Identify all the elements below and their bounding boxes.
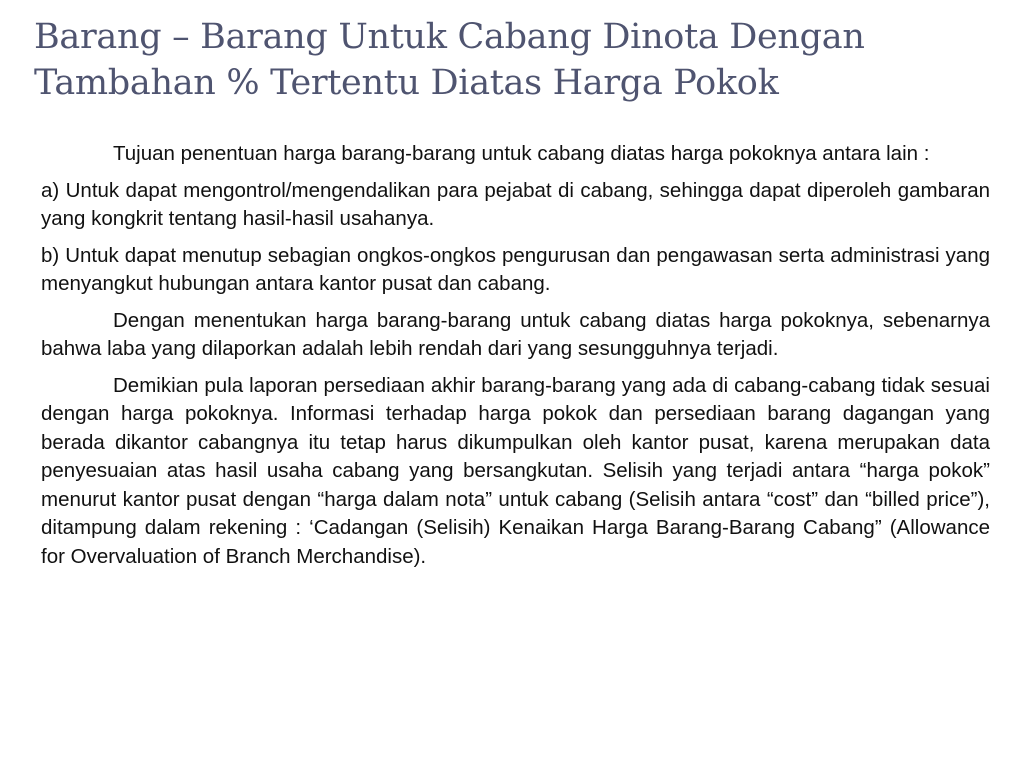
- paragraph-inventory-note: Demikian pula laporan persediaan akhir barang-barang yang ada di cabang-cabang tidak sesuai dengan harga pokoknya. Informasi terhadap harga pokok dan persediaan barang dagangan yang berada dikantor cabangnya itu tetap harus dikumpulkan oleh kantor pusat, karena merupakan data penyesuaian atas hasil usaha cabang yang bersangkutan. Selisih yang terjadi antara “harga pokok” menurut kantor pusat dengan “harga dalam nota” untuk cabang (Selisih antara “cost” dan “billed price”), ditampung dalam rekening : ‘Cadangan (Selisih) Kenaikan Harga Barang-Barang Cabang” (Allowance for Overvaluation of Branch Merchandise).: [41, 373, 990, 568]
- paragraph-intro: Tujuan penentuan harga barang-barang untuk cabang diatas harga pokoknya antara lain :: [113, 142, 930, 165]
- slide-title: [34, 14, 994, 106]
- slide-title-line-2: Tambahan % Tertentu Diatas Harga Pokok: [34, 63, 779, 103]
- paragraph-point-a: a) Untuk dapat mengontrol/mengendalikan para pejabat di cabang, sehingga dapat diperoleh gambaran yang kongkrit tentang hasil-hasil usahanya.: [41, 178, 990, 230]
- paragraph-point-b: b) Untuk dapat menutup sebagian ongkos-ongkos pengurusan dan pengawasan serta administrasi yang menyangkut hubungan antara kantor pusat dan cabang.: [41, 243, 990, 295]
- slide-title-line-1: Barang – Barang Untuk Cabang Dinota Dengan: [34, 17, 865, 57]
- paragraph-profit-note: Dengan menentukan harga barang-barang untuk cabang diatas harga pokoknya, sebenarnya bahwa laba yang dilaporkan adalah lebih rendah dari yang sesungguhnya terjadi.: [41, 308, 990, 360]
- slide-body: [41, 140, 990, 579]
